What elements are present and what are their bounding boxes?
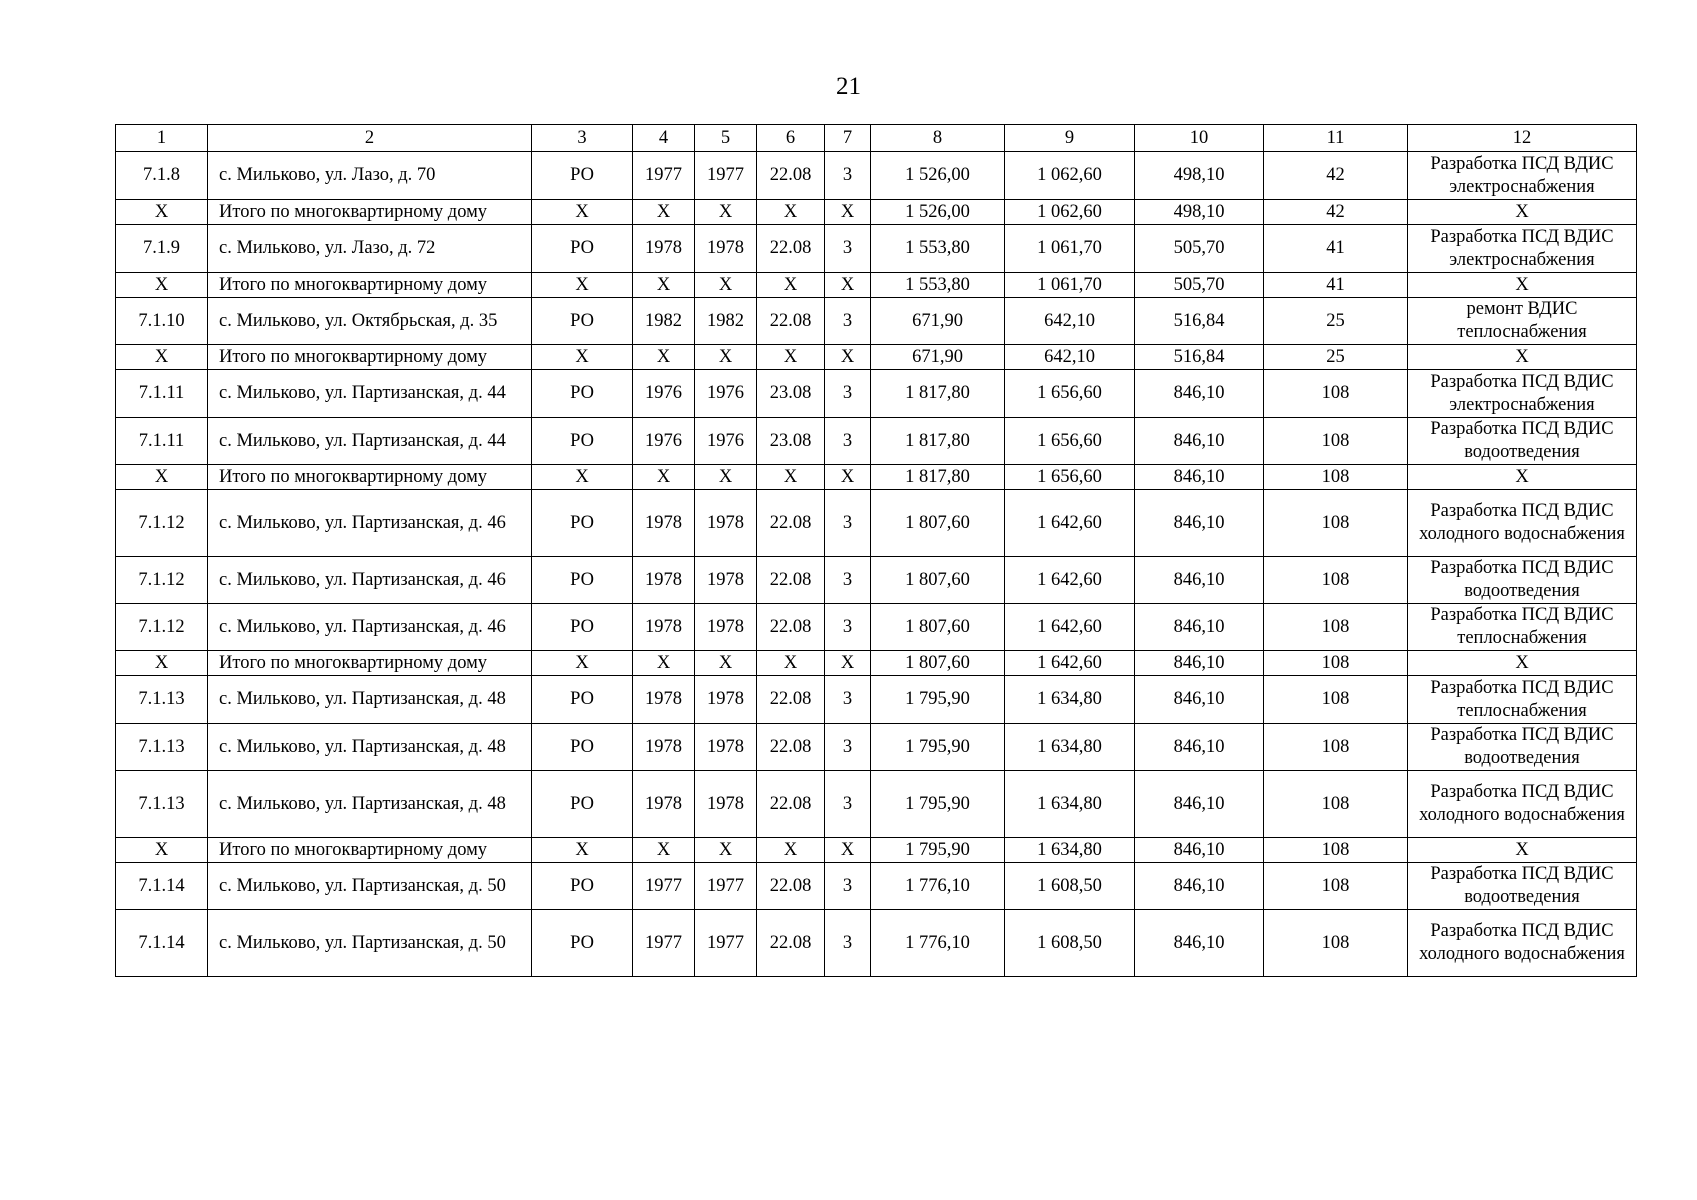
column-number-row xyxy=(116,125,1637,152)
year-built-cell: 1978 xyxy=(633,225,695,273)
row-number-cell: Х xyxy=(116,345,208,370)
column-header: 2 xyxy=(208,125,532,152)
floors-cell: 3 xyxy=(825,152,871,200)
non-residential-area-cell: 505,70 xyxy=(1135,273,1264,298)
floors-cell: 3 xyxy=(825,676,871,724)
residents-cell: 42 xyxy=(1264,152,1408,200)
residents-cell: 25 xyxy=(1264,298,1408,345)
table-row xyxy=(116,490,1637,557)
address-cell: с. Мильково, ул. Партизанская, д. 50 xyxy=(208,863,532,910)
floors-cell: 3 xyxy=(825,771,871,838)
residential-area-cell: 1 061,70 xyxy=(1005,225,1135,273)
address-cell: с. Мильково, ул. Партизанская, д. 44 xyxy=(208,370,532,418)
non-residential-area-cell: 846,10 xyxy=(1135,651,1264,676)
wear-cell: 22.08 xyxy=(757,910,825,977)
floors-cell: 3 xyxy=(825,418,871,465)
total-area-cell: 1 817,80 xyxy=(871,465,1005,490)
work-type-cell: Разработка ПСД ВДИС холодного водоснабжения xyxy=(1408,490,1637,557)
column-header: 9 xyxy=(1005,125,1135,152)
floors-cell: 3 xyxy=(825,910,871,977)
material-cell: РО xyxy=(532,225,633,273)
year-built-cell: 1978 xyxy=(633,771,695,838)
address-cell: Итого по многоквартирному дому xyxy=(208,273,532,298)
work-type-cell: Х xyxy=(1408,651,1637,676)
residents-cell: 108 xyxy=(1264,863,1408,910)
address-cell: с. Мильково, ул. Партизанская, д. 44 xyxy=(208,418,532,465)
row-number-cell: 7.1.12 xyxy=(116,557,208,604)
year-commissioned-cell: Х xyxy=(695,838,757,863)
year-commissioned-cell: 1978 xyxy=(695,490,757,557)
address-cell: с. Мильково, ул. Лазо, д. 72 xyxy=(208,225,532,273)
year-commissioned-cell: 1976 xyxy=(695,418,757,465)
material-cell: РО xyxy=(532,557,633,604)
address-cell: с. Мильково, ул. Октябрьская, д. 35 xyxy=(208,298,532,345)
residential-area-cell: 1 062,60 xyxy=(1005,200,1135,225)
row-number-cell: Х xyxy=(116,651,208,676)
year-built-cell: 1977 xyxy=(633,152,695,200)
material-cell: РО xyxy=(532,604,633,651)
wear-cell: Х xyxy=(757,838,825,863)
row-number-cell: 7.1.12 xyxy=(116,490,208,557)
residents-cell: 108 xyxy=(1264,418,1408,465)
address-cell: с. Мильково, ул. Лазо, д. 70 xyxy=(208,152,532,200)
floors-cell: 3 xyxy=(825,225,871,273)
table-row xyxy=(116,225,1637,273)
total-area-cell: 1 776,10 xyxy=(871,863,1005,910)
floors-cell: 3 xyxy=(825,863,871,910)
non-residential-area-cell: 505,70 xyxy=(1135,225,1264,273)
wear-cell: 22.08 xyxy=(757,225,825,273)
row-number-cell: Х xyxy=(116,838,208,863)
wear-cell: 23.08 xyxy=(757,418,825,465)
year-built-cell: 1982 xyxy=(633,298,695,345)
work-type-cell: Х xyxy=(1408,838,1637,863)
row-number-cell: 7.1.9 xyxy=(116,225,208,273)
non-residential-area-cell: 846,10 xyxy=(1135,418,1264,465)
row-number-cell: 7.1.13 xyxy=(116,724,208,771)
total-area-cell: 1 817,80 xyxy=(871,418,1005,465)
work-type-cell: Разработка ПСД ВДИС холодного водоснабжения xyxy=(1408,910,1637,977)
work-type-cell: Разработка ПСД ВДИС водоотведения xyxy=(1408,557,1637,604)
material-cell: РО xyxy=(532,724,633,771)
year-built-cell: Х xyxy=(633,273,695,298)
residents-cell: 108 xyxy=(1264,771,1408,838)
row-number-cell: 7.1.10 xyxy=(116,298,208,345)
material-cell: РО xyxy=(532,418,633,465)
residents-cell: 108 xyxy=(1264,490,1408,557)
column-header: 7 xyxy=(825,125,871,152)
residential-area-cell: 1 608,50 xyxy=(1005,910,1135,977)
year-commissioned-cell: Х xyxy=(695,651,757,676)
work-type-cell: Разработка ПСД ВДИС теплоснабжения xyxy=(1408,676,1637,724)
material-cell: РО xyxy=(532,152,633,200)
year-commissioned-cell: 1978 xyxy=(695,557,757,604)
non-residential-area-cell: 846,10 xyxy=(1135,863,1264,910)
year-built-cell: 1978 xyxy=(633,676,695,724)
row-number-cell: Х xyxy=(116,200,208,225)
year-built-cell: 1976 xyxy=(633,370,695,418)
year-commissioned-cell: 1976 xyxy=(695,370,757,418)
floors-cell: Х xyxy=(825,273,871,298)
material-cell: Х xyxy=(532,838,633,863)
total-row xyxy=(116,465,1637,490)
year-commissioned-cell: Х xyxy=(695,200,757,225)
row-number-cell: 7.1.13 xyxy=(116,771,208,838)
residential-area-cell: 1 642,60 xyxy=(1005,490,1135,557)
residents-cell: 108 xyxy=(1264,604,1408,651)
floors-cell: 3 xyxy=(825,298,871,345)
row-number-cell: 7.1.11 xyxy=(116,370,208,418)
floors-cell: Х xyxy=(825,838,871,863)
residents-cell: 108 xyxy=(1264,651,1408,676)
residential-area-cell: 1 642,60 xyxy=(1005,604,1135,651)
material-cell: Х xyxy=(532,651,633,676)
non-residential-area-cell: 516,84 xyxy=(1135,345,1264,370)
non-residential-area-cell: 846,10 xyxy=(1135,604,1264,651)
floors-cell: Х xyxy=(825,651,871,676)
page-number: 21 xyxy=(836,73,861,100)
wear-cell: 22.08 xyxy=(757,863,825,910)
wear-cell: 22.08 xyxy=(757,771,825,838)
table-body xyxy=(116,152,1637,977)
residents-cell: 108 xyxy=(1264,370,1408,418)
table-row xyxy=(116,604,1637,651)
row-number-cell: 7.1.14 xyxy=(116,863,208,910)
row-number-cell: 7.1.11 xyxy=(116,418,208,465)
year-built-cell: Х xyxy=(633,200,695,225)
total-area-cell: 1 776,10 xyxy=(871,910,1005,977)
residential-area-cell: 1 608,50 xyxy=(1005,863,1135,910)
residential-area-cell: 1 062,60 xyxy=(1005,152,1135,200)
residential-area-cell: 642,10 xyxy=(1005,298,1135,345)
residents-cell: 41 xyxy=(1264,225,1408,273)
table-row xyxy=(116,910,1637,977)
column-header: 5 xyxy=(695,125,757,152)
address-cell: Итого по многоквартирному дому xyxy=(208,651,532,676)
residential-area-cell: 642,10 xyxy=(1005,345,1135,370)
wear-cell: 23.08 xyxy=(757,370,825,418)
year-commissioned-cell: 1977 xyxy=(695,910,757,977)
wear-cell: 22.08 xyxy=(757,490,825,557)
residents-cell: 108 xyxy=(1264,724,1408,771)
year-built-cell: Х xyxy=(633,838,695,863)
year-built-cell: 1977 xyxy=(633,910,695,977)
column-header: 6 xyxy=(757,125,825,152)
table-row xyxy=(116,418,1637,465)
total-area-cell: 1 817,80 xyxy=(871,370,1005,418)
residential-area-cell: 1 061,70 xyxy=(1005,273,1135,298)
non-residential-area-cell: 846,10 xyxy=(1135,838,1264,863)
address-cell: с. Мильково, ул. Партизанская, д. 48 xyxy=(208,676,532,724)
row-number-cell: Х xyxy=(116,273,208,298)
address-cell: Итого по многоквартирному дому xyxy=(208,465,532,490)
work-type-cell: Разработка ПСД ВДИС электроснабжения xyxy=(1408,225,1637,273)
year-built-cell: 1978 xyxy=(633,490,695,557)
column-header: 12 xyxy=(1408,125,1637,152)
year-built-cell: 1977 xyxy=(633,863,695,910)
address-cell: Итого по многоквартирному дому xyxy=(208,345,532,370)
table-row xyxy=(116,370,1637,418)
residents-cell: 108 xyxy=(1264,676,1408,724)
material-cell: Х xyxy=(532,273,633,298)
non-residential-area-cell: 846,10 xyxy=(1135,557,1264,604)
address-cell: с. Мильково, ул. Партизанская, д. 48 xyxy=(208,771,532,838)
table-header xyxy=(116,125,1637,152)
year-commissioned-cell: Х xyxy=(695,273,757,298)
floors-cell: 3 xyxy=(825,604,871,651)
year-commissioned-cell: Х xyxy=(695,465,757,490)
table-row xyxy=(116,863,1637,910)
table-row xyxy=(116,724,1637,771)
work-type-cell: Х xyxy=(1408,345,1637,370)
address-cell: с. Мильково, ул. Партизанская, д. 46 xyxy=(208,557,532,604)
floors-cell: 3 xyxy=(825,370,871,418)
material-cell: РО xyxy=(532,490,633,557)
year-built-cell: 1978 xyxy=(633,604,695,651)
total-area-cell: 1 795,90 xyxy=(871,838,1005,863)
address-cell: Итого по многоквартирному дому xyxy=(208,200,532,225)
row-number-cell: 7.1.14 xyxy=(116,910,208,977)
wear-cell: 22.08 xyxy=(757,604,825,651)
material-cell: РО xyxy=(532,910,633,977)
year-commissioned-cell: 1982 xyxy=(695,298,757,345)
wear-cell: 22.08 xyxy=(757,676,825,724)
residents-cell: 108 xyxy=(1264,465,1408,490)
residential-area-cell: 1 634,80 xyxy=(1005,771,1135,838)
residential-area-cell: 1 656,60 xyxy=(1005,465,1135,490)
work-type-cell: Разработка ПСД ВДИС электроснабжения xyxy=(1408,152,1637,200)
repair-schedule-table xyxy=(115,124,1637,977)
residential-area-cell: 1 634,80 xyxy=(1005,838,1135,863)
total-area-cell: 671,90 xyxy=(871,298,1005,345)
total-row xyxy=(116,838,1637,863)
work-type-cell: Разработка ПСД ВДИС теплоснабжения xyxy=(1408,604,1637,651)
total-area-cell: 1 526,00 xyxy=(871,200,1005,225)
year-commissioned-cell: 1977 xyxy=(695,152,757,200)
year-built-cell: Х xyxy=(633,345,695,370)
non-residential-area-cell: 846,10 xyxy=(1135,676,1264,724)
residential-area-cell: 1 642,60 xyxy=(1005,557,1135,604)
residents-cell: 108 xyxy=(1264,557,1408,604)
residents-cell: 25 xyxy=(1264,345,1408,370)
column-header: 1 xyxy=(116,125,208,152)
work-type-cell: Разработка ПСД ВДИС водоотведения xyxy=(1408,418,1637,465)
work-type-cell: Х xyxy=(1408,200,1637,225)
year-commissioned-cell: 1978 xyxy=(695,771,757,838)
row-number-cell: 7.1.13 xyxy=(116,676,208,724)
material-cell: РО xyxy=(532,771,633,838)
year-built-cell: 1978 xyxy=(633,724,695,771)
total-area-cell: 1 795,90 xyxy=(871,771,1005,838)
non-residential-area-cell: 846,10 xyxy=(1135,465,1264,490)
address-cell: Итого по многоквартирному дому xyxy=(208,838,532,863)
floors-cell: 3 xyxy=(825,557,871,604)
column-header: 4 xyxy=(633,125,695,152)
non-residential-area-cell: 846,10 xyxy=(1135,370,1264,418)
work-type-cell: ремонт ВДИС теплоснабжения xyxy=(1408,298,1637,345)
material-cell: РО xyxy=(532,370,633,418)
address-cell: с. Мильково, ул. Партизанская, д. 48 xyxy=(208,724,532,771)
non-residential-area-cell: 846,10 xyxy=(1135,724,1264,771)
column-header: 8 xyxy=(871,125,1005,152)
column-header: 11 xyxy=(1264,125,1408,152)
residents-cell: 41 xyxy=(1264,273,1408,298)
residents-cell: 42 xyxy=(1264,200,1408,225)
row-number-cell: 7.1.8 xyxy=(116,152,208,200)
residents-cell: 108 xyxy=(1264,910,1408,977)
non-residential-area-cell: 846,10 xyxy=(1135,490,1264,557)
material-cell: Х xyxy=(532,465,633,490)
material-cell: РО xyxy=(532,676,633,724)
total-row xyxy=(116,345,1637,370)
work-type-cell: Х xyxy=(1408,273,1637,298)
column-header: 3 xyxy=(532,125,633,152)
residential-area-cell: 1 656,60 xyxy=(1005,418,1135,465)
wear-cell: 22.08 xyxy=(757,557,825,604)
row-number-cell: 7.1.12 xyxy=(116,604,208,651)
year-commissioned-cell: 1978 xyxy=(695,724,757,771)
year-built-cell: Х xyxy=(633,465,695,490)
wear-cell: Х xyxy=(757,465,825,490)
row-number-cell: Х xyxy=(116,465,208,490)
table-row xyxy=(116,771,1637,838)
total-area-cell: 1 795,90 xyxy=(871,676,1005,724)
total-row xyxy=(116,651,1637,676)
wear-cell: Х xyxy=(757,273,825,298)
material-cell: Х xyxy=(532,200,633,225)
work-type-cell: Разработка ПСД ВДИС электроснабжения xyxy=(1408,370,1637,418)
floors-cell: Х xyxy=(825,465,871,490)
year-commissioned-cell: 1978 xyxy=(695,604,757,651)
work-type-cell: Разработка ПСД ВДИС холодного водоснабжения xyxy=(1408,771,1637,838)
wear-cell: Х xyxy=(757,651,825,676)
address-cell: с. Мильково, ул. Партизанская, д. 50 xyxy=(208,910,532,977)
wear-cell: 22.08 xyxy=(757,298,825,345)
non-residential-area-cell: 846,10 xyxy=(1135,910,1264,977)
address-cell: с. Мильково, ул. Партизанская, д. 46 xyxy=(208,604,532,651)
column-header: 10 xyxy=(1135,125,1264,152)
non-residential-area-cell: 498,10 xyxy=(1135,152,1264,200)
floors-cell: 3 xyxy=(825,724,871,771)
wear-cell: 22.08 xyxy=(757,724,825,771)
non-residential-area-cell: 516,84 xyxy=(1135,298,1264,345)
floors-cell: Х xyxy=(825,200,871,225)
total-area-cell: 1 526,00 xyxy=(871,152,1005,200)
material-cell: РО xyxy=(532,298,633,345)
year-commissioned-cell: 1977 xyxy=(695,863,757,910)
floors-cell: Х xyxy=(825,345,871,370)
year-built-cell: 1978 xyxy=(633,557,695,604)
total-area-cell: 1 795,90 xyxy=(871,724,1005,771)
wear-cell: 22.08 xyxy=(757,152,825,200)
total-area-cell: 671,90 xyxy=(871,345,1005,370)
non-residential-area-cell: 498,10 xyxy=(1135,200,1264,225)
floors-cell: 3 xyxy=(825,490,871,557)
material-cell: Х xyxy=(532,345,633,370)
residential-area-cell: 1 642,60 xyxy=(1005,651,1135,676)
total-area-cell: 1 553,80 xyxy=(871,273,1005,298)
work-type-cell: Разработка ПСД ВДИС водоотведения xyxy=(1408,724,1637,771)
table-row xyxy=(116,298,1637,345)
residents-cell: 108 xyxy=(1264,838,1408,863)
total-area-cell: 1 807,60 xyxy=(871,604,1005,651)
residential-area-cell: 1 634,80 xyxy=(1005,724,1135,771)
residential-area-cell: 1 656,60 xyxy=(1005,370,1135,418)
address-cell: с. Мильково, ул. Партизанская, д. 46 xyxy=(208,490,532,557)
work-type-cell: Х xyxy=(1408,465,1637,490)
year-built-cell: 1976 xyxy=(633,418,695,465)
wear-cell: Х xyxy=(757,200,825,225)
total-area-cell: 1 807,60 xyxy=(871,490,1005,557)
total-area-cell: 1 553,80 xyxy=(871,225,1005,273)
total-area-cell: 1 807,60 xyxy=(871,557,1005,604)
table-row xyxy=(116,557,1637,604)
wear-cell: Х xyxy=(757,345,825,370)
table-row xyxy=(116,152,1637,200)
work-type-cell: Разработка ПСД ВДИС водоотведения xyxy=(1408,863,1637,910)
year-commissioned-cell: Х xyxy=(695,345,757,370)
material-cell: РО xyxy=(532,863,633,910)
total-row xyxy=(116,273,1637,298)
year-commissioned-cell: 1978 xyxy=(695,225,757,273)
total-row xyxy=(116,200,1637,225)
year-commissioned-cell: 1978 xyxy=(695,676,757,724)
total-area-cell: 1 807,60 xyxy=(871,651,1005,676)
non-residential-area-cell: 846,10 xyxy=(1135,771,1264,838)
year-built-cell: Х xyxy=(633,651,695,676)
table-row xyxy=(116,676,1637,724)
residential-area-cell: 1 634,80 xyxy=(1005,676,1135,724)
